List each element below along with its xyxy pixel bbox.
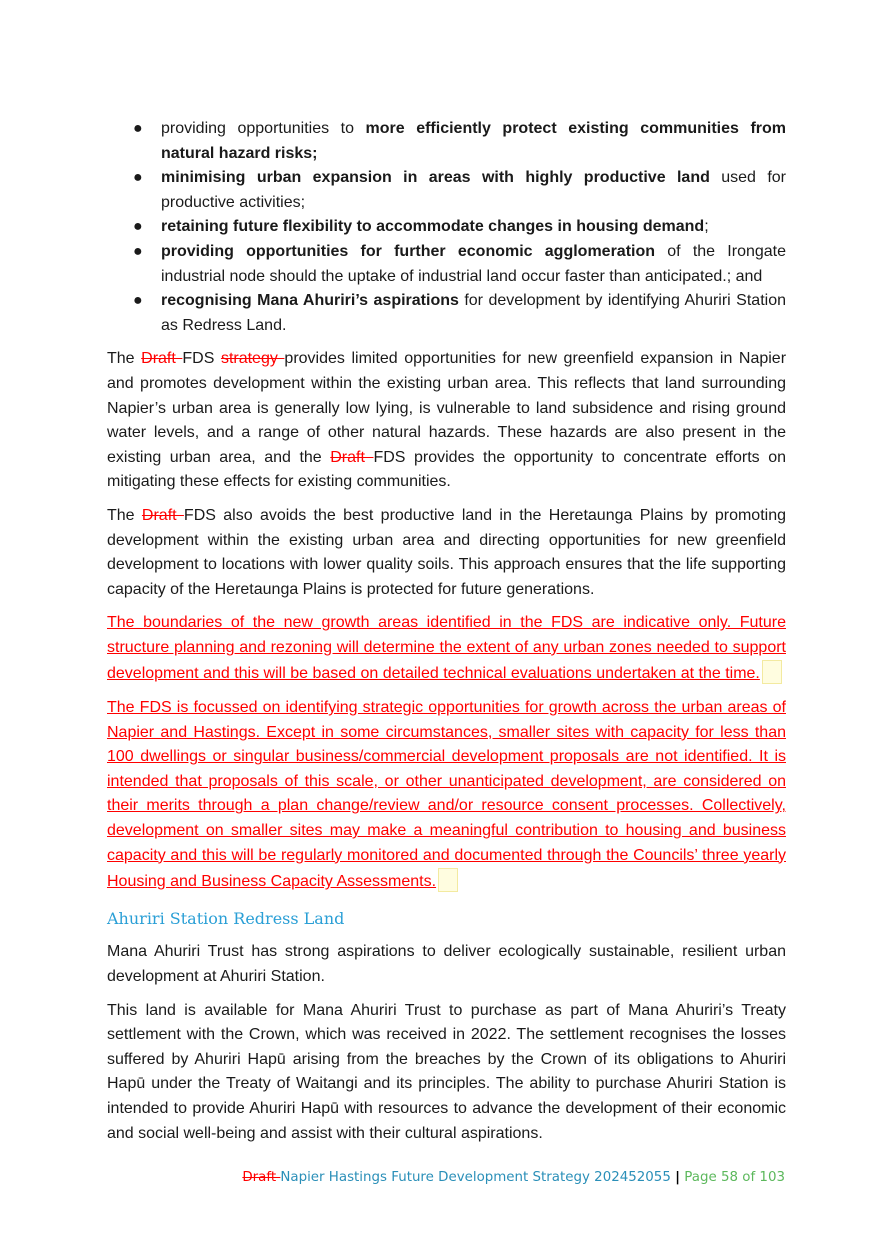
list-item: ● providing opportunities for further economic agglomeration of the Irongate industrial node should the uptake of industrial land occur faster than anticipated.; and: [107, 240, 786, 289]
deleted-text: Draft: [242, 1170, 281, 1185]
footer-separator: |: [675, 1170, 681, 1185]
document-body: [107, 117, 786, 1146]
bullet-list: [107, 117, 786, 338]
list-item: ● retaining future flexibility to accommodate changes in housing demand;: [107, 215, 786, 240]
comment-note-icon[interactable]: [438, 868, 458, 892]
bullet-icon: ●: [133, 242, 143, 260]
list-item: ● minimising urban expansion in areas with highly productive land used for productive activities;: [107, 166, 786, 215]
inserted-text: The FDS is focussed on identifying strategic opportunities for growth across the urban areas of Napier and Hastings. Except in some circumstances, smaller sites with capacity for less than 100 dwellings or singular business/commercial development proposals are not identified. It is intended that proposals of this scale, or other unanticipated development, are considered on their merits through a plan change/review and/or resource consent processes. Collectively, development on smaller sites may make a meaningful contribution to housing and business capacity and this will be regularly monitored and documented through the Councils’ three yearly Housing and Business Capacity Assessments.: [107, 699, 786, 891]
paragraph-inserted: [107, 696, 786, 895]
deleted-text: Draft: [141, 506, 184, 524]
section-heading: Ahuriri Station Redress Land: [107, 908, 345, 928]
page-number: Page 58 of 103: [684, 1170, 785, 1185]
list-item: ● providing opportunities to more efficiently protect existing communities from natural hazard risks;: [107, 117, 786, 166]
deleted-text: Draft: [141, 350, 183, 368]
bullet-icon: ●: [133, 169, 143, 187]
bullet-icon: ●: [133, 292, 143, 310]
inserted-text: The boundaries of the new growth areas identified in the FDS are indicative only. Future structure planning and rezoning will determine the extent of any urban zones needed to support development and this will be based on detailed technical evaluations undertaken at the time.: [107, 614, 786, 683]
paragraph-inserted: [107, 611, 786, 687]
paragraph: Mana Ahuriri Trust has strong aspirations to deliver ecologically sustainable, resilient urban development at Ahuriri Station.: [107, 943, 786, 985]
footer-title: Napier Hastings Future Development Strategy 202452055: [280, 1170, 671, 1185]
bullet-icon: ●: [133, 120, 143, 137]
bullet-icon: ●: [133, 218, 143, 236]
paragraph: This land is available for Mana Ahuriri Trust to purchase as part of Mana Ahuriri’s Treaty settlement with the Crown, which was received in 2022. The settlement recognises the losses suffered by Ahuriri Hapū arising from the breaches by the Crown of its obligations to Ahuriri Hapū under the Treaty of Waitangi and its principles. The ability to purchase Ahuriri Station is intended to provide Ahuriri Hapū with resources to advance the development of their economic and social well-being and assist with their cultural aspirations.: [107, 1001, 786, 1142]
page-footer: [242, 1170, 785, 1185]
paragraph: The Draft FDS strategy provides limited opportunities for new greenfield expansion in Napier and promotes development within the existing urban area. This reflects that land surrounding Napier’s urban area is generally low lying, is vulnerable to land subsidence and rising ground water levels, and a range of other natural hazards. These hazards are also present in the existing urban area, and the Draft FDS provides the opportunity to concentrate efforts on mitigating these effects for existing communities.: [107, 350, 787, 491]
deleted-text: strategy: [220, 350, 285, 368]
comment-note-icon[interactable]: [762, 660, 782, 684]
deleted-text: Draft: [330, 448, 374, 466]
paragraph: The Draft FDS also avoids the best productive land in the Heretaunga Plains by promoting development within the existing urban area and directing opportunities for new greenfield development to locations with lower quality soils. This approach ensures that the life supporting capacity of the Heretaunga Plains is protected for future generations.: [107, 506, 787, 598]
list-item: ● recognising Mana Ahuriri’s aspirations for development by identifying Ahuriri Station as Redress Land.: [107, 289, 786, 338]
